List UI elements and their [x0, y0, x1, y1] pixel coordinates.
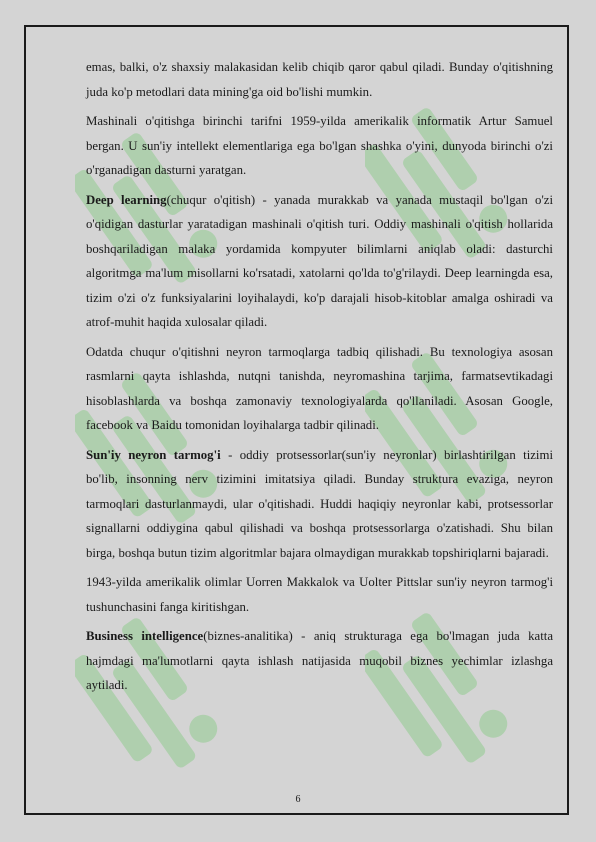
paragraph-text: emas, balki, o'z shaxsiy malakasidan kelib chiqib qaror qabul qiladi. Bunday o'qitishning juda ko'p metodlari data mining'ga oid bo'lishi mumkin.	[86, 60, 553, 99]
paragraph-text: (chuqur o'qitish) - yanada murakkab va yanada mustaqil bo'lgan o'zi o'qidigan dasturlar yaratadigan mashinali o'qitish turi. Oddiy mashinali o'qitish hollarida boshqariladigan malaka yordamida kompyuter bilimlarni aniqlab oladi: dasturchi algoritmga ma'lum misollarni ko'rsatadi, xatolarni qo'lda to'g'rilaydi. Deep learningda esa, tizim o'zi o'z funksiyalarini loyihalaydi, ko'p darajali hisob-kitoblar amalga oshiradi va atrof-muhit haqida xulosalar qiladi.	[86, 192, 553, 329]
paragraph-text: (biznes-analitika) - aniq strukturaga ega bo'lmagan juda katta hajmdagi ma'lumotlarni qayta ishlash natijasida muqobil biznes yechimlar izlashga aytiladi.	[86, 629, 554, 692]
document-body	[86, 55, 553, 703]
paragraph	[86, 570, 553, 619]
paragraph	[86, 109, 553, 183]
paragraph	[86, 624, 553, 698]
paragraph	[86, 55, 553, 104]
paragraph	[86, 443, 553, 566]
term-bold: Business intelligence	[86, 629, 204, 643]
paragraph	[86, 188, 553, 335]
term-bold: Deep learning	[86, 192, 167, 207]
paragraph	[86, 340, 553, 438]
paragraph-text: 1943-yilda amerikalik olimlar Uorren Makkalok va Uolter Pittslar sun'iy neyron tarmog'i tushunchasini fanga kiritishgan.	[86, 575, 553, 614]
paragraph-text: - oddiy protsessorlar(sun'iy neyronlar) birlashtirilgan tizimi bo'lib, insonning nerv tizimini imitatsiya qiladi. Bunday struktura evaziga, neyron tarmoqlari dasturlanmaydi, ular o'qitishadi. Huddi haqiqiy neyronlar kabi, protsessorlar signallarni oddiygina qabul qilishadi va boshqa protsessorlarga o'zatishadi. Shu bilan birga, boshqa butun tizim algoritmlar bajara olmaydigan murakkab topshiriqlarni bajaradi.	[86, 447, 553, 560]
paragraph-text: Mashinali o'qitishga birinchi tarifni 1959-yilda amerikalik informatik Artur Samuel bergan. U sun'iy intellekt elementlariga ega bo'lgan shashka o'yini, dunyoda birinchi o'zi o'rganadigan dasturni yaratgan.	[86, 114, 553, 177]
page-number: 6	[295, 794, 301, 805]
term-bold: Sun'iy neyron tarmog'i	[86, 447, 221, 462]
paragraph-text: Odatda chuqur o'qitishni neyron tarmoqlarga tadbiq qilishadi. Bu texnologiya asosan rasmlarni qayta ishlashda, nutqni tanishda, neyromashina tarjima, farmatsevtikadagi hisoblashlarda va boshqa zamonaviy texnologiyalarda qo'llaniladi. Asosan Google, facebook va Baidu tomonidan loyihalarga tadbir qilinadi.	[86, 344, 553, 432]
